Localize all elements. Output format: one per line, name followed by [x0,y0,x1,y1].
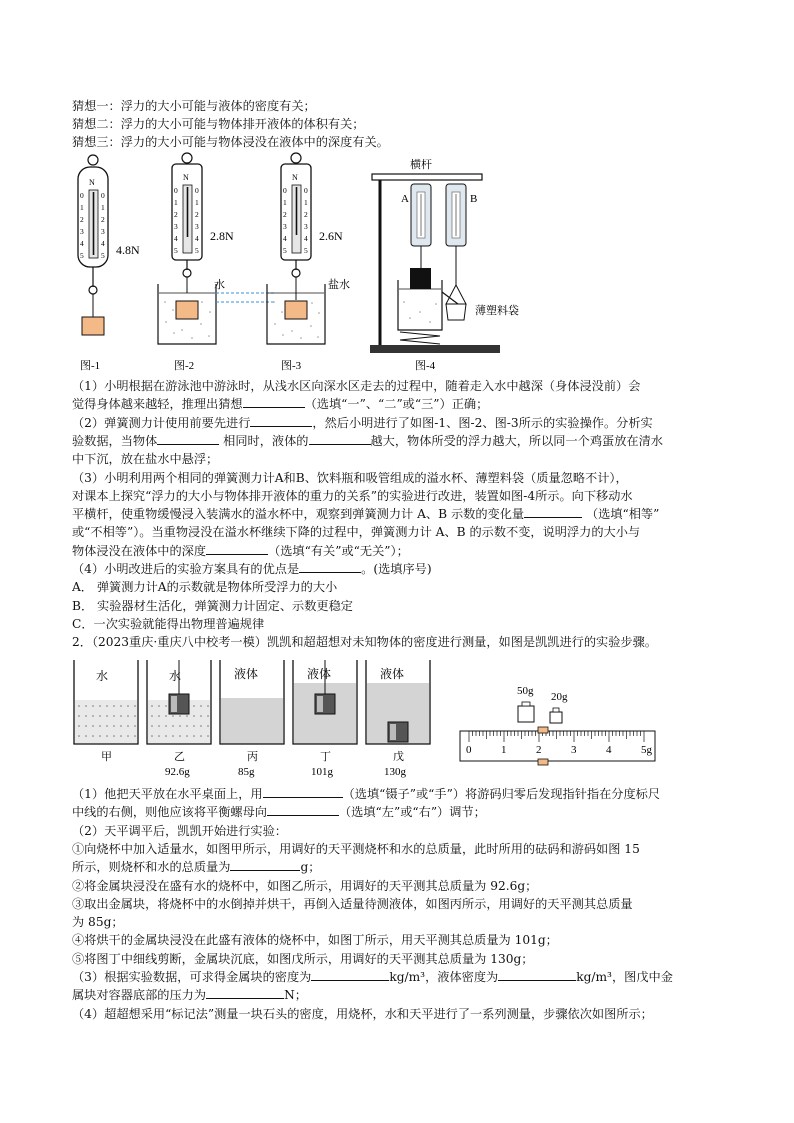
answer-blank[interactable] [311,968,389,981]
q1-lines-line [72,560,724,578]
text-segment: 。(选填序号) [361,562,432,576]
q1-lines-line [72,414,724,432]
caption-fig4: 图-4 [415,360,436,372]
svg-text:0: 0 [304,186,308,195]
text-segment: 相同时，液体的 [219,433,309,448]
svg-text:5: 5 [80,251,84,260]
weight-50g-label: 50g [517,685,534,697]
answer-blank[interactable] [206,986,284,999]
q2-lines-line [72,1005,724,1023]
text-segment: （选填“有关”或“无关”）； [268,543,409,558]
text-segment: g； [300,860,321,875]
svg-text:B: B [470,193,478,205]
answer-blank[interactable] [524,505,582,518]
q1-lines-line [72,578,724,596]
answer-blank[interactable] [206,542,268,555]
svg-text:4: 4 [101,239,105,248]
reading-fig3: 2.6N [319,229,343,243]
answer-blank[interactable] [498,968,576,981]
text-segment: （3）小明利用两个相同的弹簧测力计A和B、饮料瓶和吸管组成的溢水杯、薄塑料袋（质量忽略不计）， [72,470,628,485]
text-segment: （选填“左”或“右”）调节； [339,805,486,820]
text-segment: （选填“一”、“二”或“三”）正确； [304,397,489,412]
q1-lines-line [72,395,724,413]
text-segment: 对课本上探究“浮力的大小与物体排开液体的重力的关系”的实验进行改进，装置如图-4所示。向下移动水 [72,488,633,503]
text-segment: A． 弹簧测力计A的示数就是物体所受浮力的大小 [72,580,338,595]
svg-text:5: 5 [195,246,199,255]
beaker-caption: 丙 [247,751,258,763]
svg-text:N: N [183,173,189,182]
svg-text:2: 2 [174,210,178,219]
ruler-tick-label: 4 [606,744,612,756]
answer-blank[interactable] [157,432,219,445]
text-segment: 平横杆，使重物缓慢浸入装满水的溢水杯中，观察到弹簧测力计 A、B 示数的变化量 [72,507,525,522]
beaker-mass: 85g [238,766,255,778]
q1-lines-line [72,487,724,505]
svg-text:N: N [292,173,298,182]
svg-text:3: 3 [283,222,287,231]
liquid-salt-water: 盐水 [328,279,350,291]
answer-blank[interactable] [250,414,312,427]
svg-text:A: A [401,193,409,205]
svg-text:4: 4 [304,234,308,243]
ruler-tick-label: 5g [641,744,652,756]
reading-fig1: 4.8N [116,243,140,257]
hypothesis-1: 猜想一：浮力的大小可能与液体的密度有关； [72,99,316,113]
svg-text:5: 5 [283,246,287,255]
q1-lines-line [72,542,724,560]
text-segment: （1）他把天平放在水平桌面上，用 [72,787,263,801]
q2-lines-line [72,913,724,931]
crossbar-label: 横杆 [410,159,432,171]
overflow-apparatus-fig4 [370,157,519,353]
q2-lines-line [72,950,724,968]
text-segment: （1）小明根据在游泳池中游泳时，从浅水区向深水区走去的过程中，随着走入水中越深（身体浸没前）会 [72,379,641,393]
text-segment: 2．（2023重庆·重庆八中校考一模）凯凯和超超想对未知物体的密度进行测量，如图是凯凯进行的实验步骤。 [72,635,657,650]
text-segment: B． 实验器材生活化，弹簧测力计固定、示数更稳定 [72,598,353,613]
q1-lines-line [72,615,724,633]
scale-fig2 [158,153,234,344]
answer-blank[interactable] [230,858,300,871]
q2-lines-line [72,986,724,1004]
svg-text:2: 2 [80,215,84,224]
text-segment: kg/m³，液体密度为 [389,970,499,984]
beaker-label: 液体 [380,667,405,681]
beaker-mass: 92.6g [165,766,190,778]
ruler-tick-label: 3 [571,744,577,756]
liquid-water: 水 [214,279,225,291]
beaker-figures [70,656,670,778]
text-segment: ④将烘干的金属块浸没在此盛有液体的烧杯中，如图丁所示，用天平测其总质量为 101g； [72,933,558,948]
q1-lines-line [72,469,724,487]
beaker-label: 水 [96,669,109,683]
reading-fig2: 2.8N [210,229,234,243]
beaker-mass: 130g [384,766,406,778]
text-segment: （选填“镊子”或“手”）将游码归零后发现指针指在分度标尺 [342,787,661,801]
text-segment: （2）天平调平后，凯凯开始进行实验： [72,823,287,838]
svg-text:1: 1 [195,198,199,207]
text-segment: 或“不相等”）。当重物浸没在溢水杯继续下降的过程中，弹簧测力计 A、B 的示数不变，说明浮力的大小与 [72,525,641,540]
beaker-3 [220,660,284,778]
beaker-label: 液体 [307,667,332,681]
text-segment: N； [284,988,307,1003]
q2-lines-line [72,803,724,821]
beaker-4 [293,660,357,778]
text-segment: 中线的右侧，则他应该将平衡螺母向 [72,805,267,820]
text-segment: （4）超超想采用“标记法”测量一块石头的密度，用烧杯，水和天平进行了一系列测量，步骤依次如图所示； [72,1006,653,1021]
svg-text:0: 0 [101,191,105,200]
beaker-label: 水 [169,669,182,683]
q1-lines-line [72,505,724,523]
svg-text:4: 4 [80,239,84,248]
answer-blank[interactable] [263,785,343,798]
text-segment: ①向烧杯中加入适量水，如图甲所示，用调好的天平测烧杯和水的总质量，此时所用的砝码和游码如图 15 [72,841,640,856]
beaker-caption: 戊 [393,751,404,763]
svg-text:4: 4 [174,234,178,243]
scale-fig1 [78,155,140,335]
scale-letter: N [89,178,95,187]
q1-lines-line [72,450,724,468]
text-segment: 为 85g； [72,915,124,930]
beaker-caption: 丁 [320,751,331,763]
ruler-tick-label: 1 [501,744,507,756]
text-segment: 验数据，当物体 [72,433,158,448]
svg-text:2: 2 [283,210,287,219]
text-segment: 觉得身体越来越轻，推理出猜想 [72,397,243,412]
text-segment: kg/m³，图戊中金 [576,970,673,984]
svg-text:0: 0 [195,186,199,195]
svg-text:2: 2 [195,210,199,219]
spring-scale-figures [70,152,540,374]
q1-lines-line [72,633,724,651]
svg-text:1: 1 [174,198,178,207]
answer-blank[interactable] [309,432,371,445]
svg-text:1: 1 [101,203,105,212]
caption-fig3: 图-3 [281,360,302,372]
beaker-5 [366,660,430,778]
text-segment: ⑤将图丁中细线剪断，金属块沉底，如图戊所示，用调好的天平测其总质量为 130g； [72,951,534,966]
answer-blank[interactable] [267,803,339,816]
weight-20g-label: 20g [551,691,568,703]
svg-text:0: 0 [283,186,287,195]
beaker-2 [147,660,211,778]
q2-lines-line [72,968,724,986]
q1-lines-line [72,377,724,395]
text-segment: （2）弹簧测力计使用前要先进行 [72,415,251,430]
beaker-caption: 乙 [174,751,185,763]
text-segment: C．一次实验就能得出物理普遍规律 [72,616,265,631]
text-segment: （4）小明改进后的实验方案具有的优点是 [72,562,300,576]
text-segment: （3）根据实验数据，可求得金属块的密度为 [72,970,312,984]
svg-text:2: 2 [304,210,308,219]
svg-text:5: 5 [304,246,308,255]
text-segment: ③取出金属块，将烧杯中的水倒掉并烘干，再倒入适量待测液体，如图丙所示，用调好的天平测其总质量 [72,896,633,911]
text-segment: 中下沉，放在盐水中悬浮； [72,452,219,467]
text-segment: 属块对容器底部的压力为 [72,988,207,1003]
q1-lines-line [72,432,724,450]
svg-text:1: 1 [304,198,308,207]
text-segment: ②将金属块浸没在盛有水的烧杯中，如图乙所示，用调好的天平测其总质量为 92.6g； [72,878,538,893]
q2-lines-line [72,822,724,840]
q2-lines-line [72,858,724,876]
ruler-tick-label: 0 [466,744,472,756]
svg-text:3: 3 [174,222,178,231]
q1-lines-line [72,523,724,541]
text-segment: （选填“相等” [582,507,660,522]
svg-text:0: 0 [174,186,178,195]
scale-fig3 [267,153,350,344]
svg-text:4: 4 [195,234,199,243]
svg-text:1: 1 [283,198,287,207]
svg-text:3: 3 [101,227,105,236]
balance-rider-scale [460,727,655,765]
answer-blank[interactable] [299,560,361,573]
answer-blank[interactable] [243,395,305,408]
svg-text:0: 0 [80,191,84,200]
svg-text:5: 5 [101,251,105,260]
svg-text:4: 4 [283,234,287,243]
q2-lines-line [72,877,724,895]
svg-text:1: 1 [80,203,84,212]
hypothesis-3: 猜想三：浮力的大小可能与物体浸没在液体中的深度有关。 [72,135,389,149]
q1-lines-line [72,597,724,615]
beaker-label: 液体 [234,667,259,681]
plastic-bag-label: 薄塑料袋 [475,305,519,317]
q2-lines-line [72,785,724,803]
svg-text:3: 3 [304,222,308,231]
caption-fig2: 图-2 [174,360,195,372]
text-segment: ，然后小明进行了如图-1、图-2、图-3所示的实验操作。分析实 [312,415,653,430]
svg-text:3: 3 [80,227,84,236]
beaker-mass: 101g [311,766,333,778]
hypothesis-2: 猜想二：浮力的大小可能与物体排开液体的体积有关； [72,117,365,131]
text-segment: 越大，物体所受的浮力越大，所以同一个鸡蛋放在清水 [370,433,663,448]
beaker-caption: 甲 [101,751,112,763]
svg-text:3: 3 [195,222,199,231]
beaker-1 [74,660,138,763]
q2-lines-line [72,840,724,858]
text-segment: 所示，则烧杯和水的总质量为 [72,860,231,875]
svg-text:2: 2 [101,215,105,224]
svg-text:5: 5 [174,246,178,255]
caption-fig1: 图-1 [80,360,101,372]
q2-lines-line [72,931,724,949]
ruler-tick-label: 2 [536,744,542,756]
q2-lines-line [72,895,724,913]
text-segment: 物体浸没在液体中的深度 [72,543,207,558]
